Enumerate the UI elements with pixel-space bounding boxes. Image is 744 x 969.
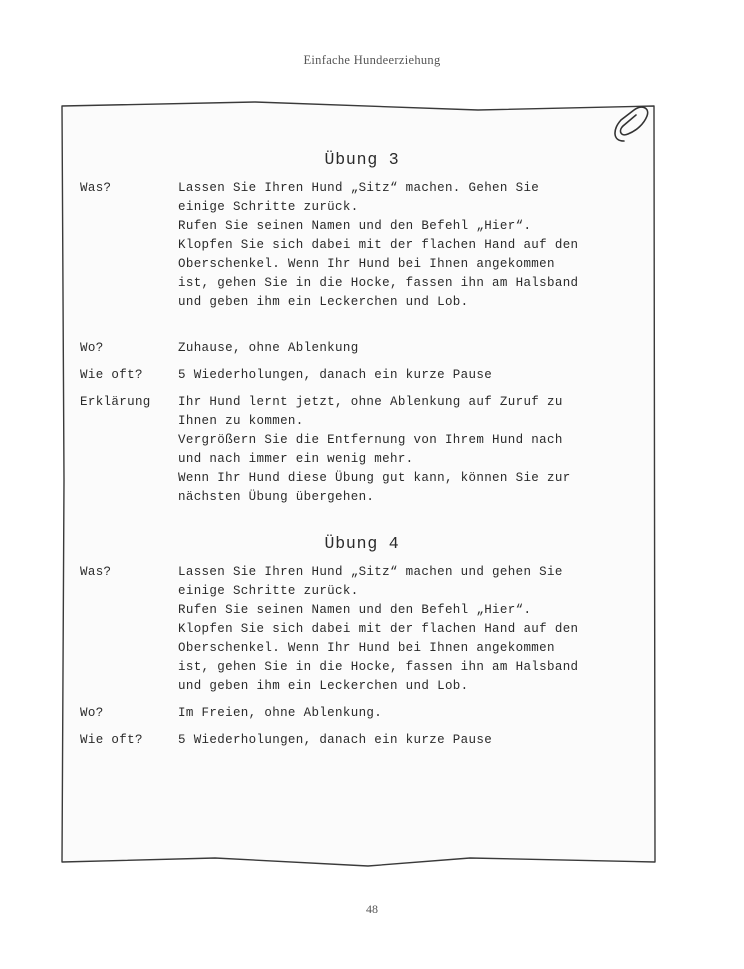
text-line: und nach immer ein wenig mehr. — [178, 452, 414, 466]
text-line: Ihnen zu kommen. — [178, 414, 304, 428]
exercise-row — [80, 704, 640, 723]
exercise-row — [80, 393, 640, 507]
row-label: Was? — [80, 565, 112, 579]
row-text — [178, 339, 640, 358]
text-line: Lassen Sie Ihren Hund „Sitz“ machen und gehen Sie — [178, 565, 563, 579]
text-line: und geben ihm ein Leckerchen und Lob. — [178, 679, 469, 693]
text-line: 5 Wiederholungen, danach ein kurze Pause — [178, 368, 493, 382]
text-line: Wenn Ihr Hund diese Übung gut kann, können Sie zur — [178, 471, 571, 485]
exercise-row — [80, 563, 640, 696]
text-line: Vergrößern Sie die Entfernung von Ihrem Hund nach — [178, 433, 563, 447]
row-text — [178, 731, 640, 750]
text-line: Oberschenkel. Wenn Ihr Hund bei Ihnen angekommen — [178, 641, 555, 655]
exercise-4 — [80, 534, 640, 750]
text-line: und geben ihm ein Leckerchen und Lob. — [178, 295, 469, 309]
text-line: Rufen Sie seinen Namen und den Befehl „Hier“. — [178, 219, 532, 233]
text-line: Zuhause, ohne Ablenkung — [178, 341, 359, 355]
text-line: Klopfen Sie sich dabei mit der flachen Hand auf den — [178, 238, 579, 252]
text-line: Ihr Hund lernt jetzt, ohne Ablenkung auf Zuruf zu — [178, 395, 563, 409]
text-line: Rufen Sie seinen Namen und den Befehl „Hier“. — [178, 603, 532, 617]
text-line: Lassen Sie Ihren Hund „Sitz“ machen. Gehen Sie — [178, 181, 540, 195]
exercise-title: Übung 4 — [324, 534, 400, 553]
exercise-sheet — [80, 150, 640, 750]
text-line: einige Schritte zurück. — [178, 200, 359, 214]
running-header: Einfache Hundeerziehung — [303, 53, 441, 67]
exercise-row — [80, 366, 640, 385]
exercise-3 — [80, 150, 640, 507]
exercise-title: Übung 3 — [324, 150, 400, 169]
row-text — [178, 704, 640, 723]
text-line: ist, gehen Sie in die Hocke, fassen ihn am Halsband — [178, 660, 579, 674]
text-line: ist, gehen Sie in die Hocke, fassen ihn am Halsband — [178, 276, 579, 290]
row-text — [178, 179, 640, 312]
row-label: Wo? — [80, 706, 104, 720]
row-label: Wie oft? — [80, 733, 143, 747]
text-line: 5 Wiederholungen, danach ein kurze Pause — [178, 733, 493, 747]
row-text — [178, 366, 640, 385]
row-label: Wie oft? — [80, 368, 143, 382]
page-number: 48 — [366, 902, 378, 916]
text-line: Oberschenkel. Wenn Ihr Hund bei Ihnen angekommen — [178, 257, 555, 271]
row-label: Wo? — [80, 341, 104, 355]
exercise-row — [80, 179, 640, 312]
text-line: nächsten Übung übergehen. — [178, 490, 375, 504]
exercise-row — [80, 339, 640, 358]
row-label: Was? — [80, 181, 112, 195]
text-line: Im Freien, ohne Ablenkung. — [178, 706, 383, 720]
text-line: Klopfen Sie sich dabei mit der flachen Hand auf den — [178, 622, 579, 636]
row-label: Erklärung — [80, 395, 151, 409]
row-text — [178, 563, 640, 696]
exercise-row — [80, 731, 640, 750]
row-text — [178, 393, 640, 507]
text-line: einige Schritte zurück. — [178, 584, 359, 598]
